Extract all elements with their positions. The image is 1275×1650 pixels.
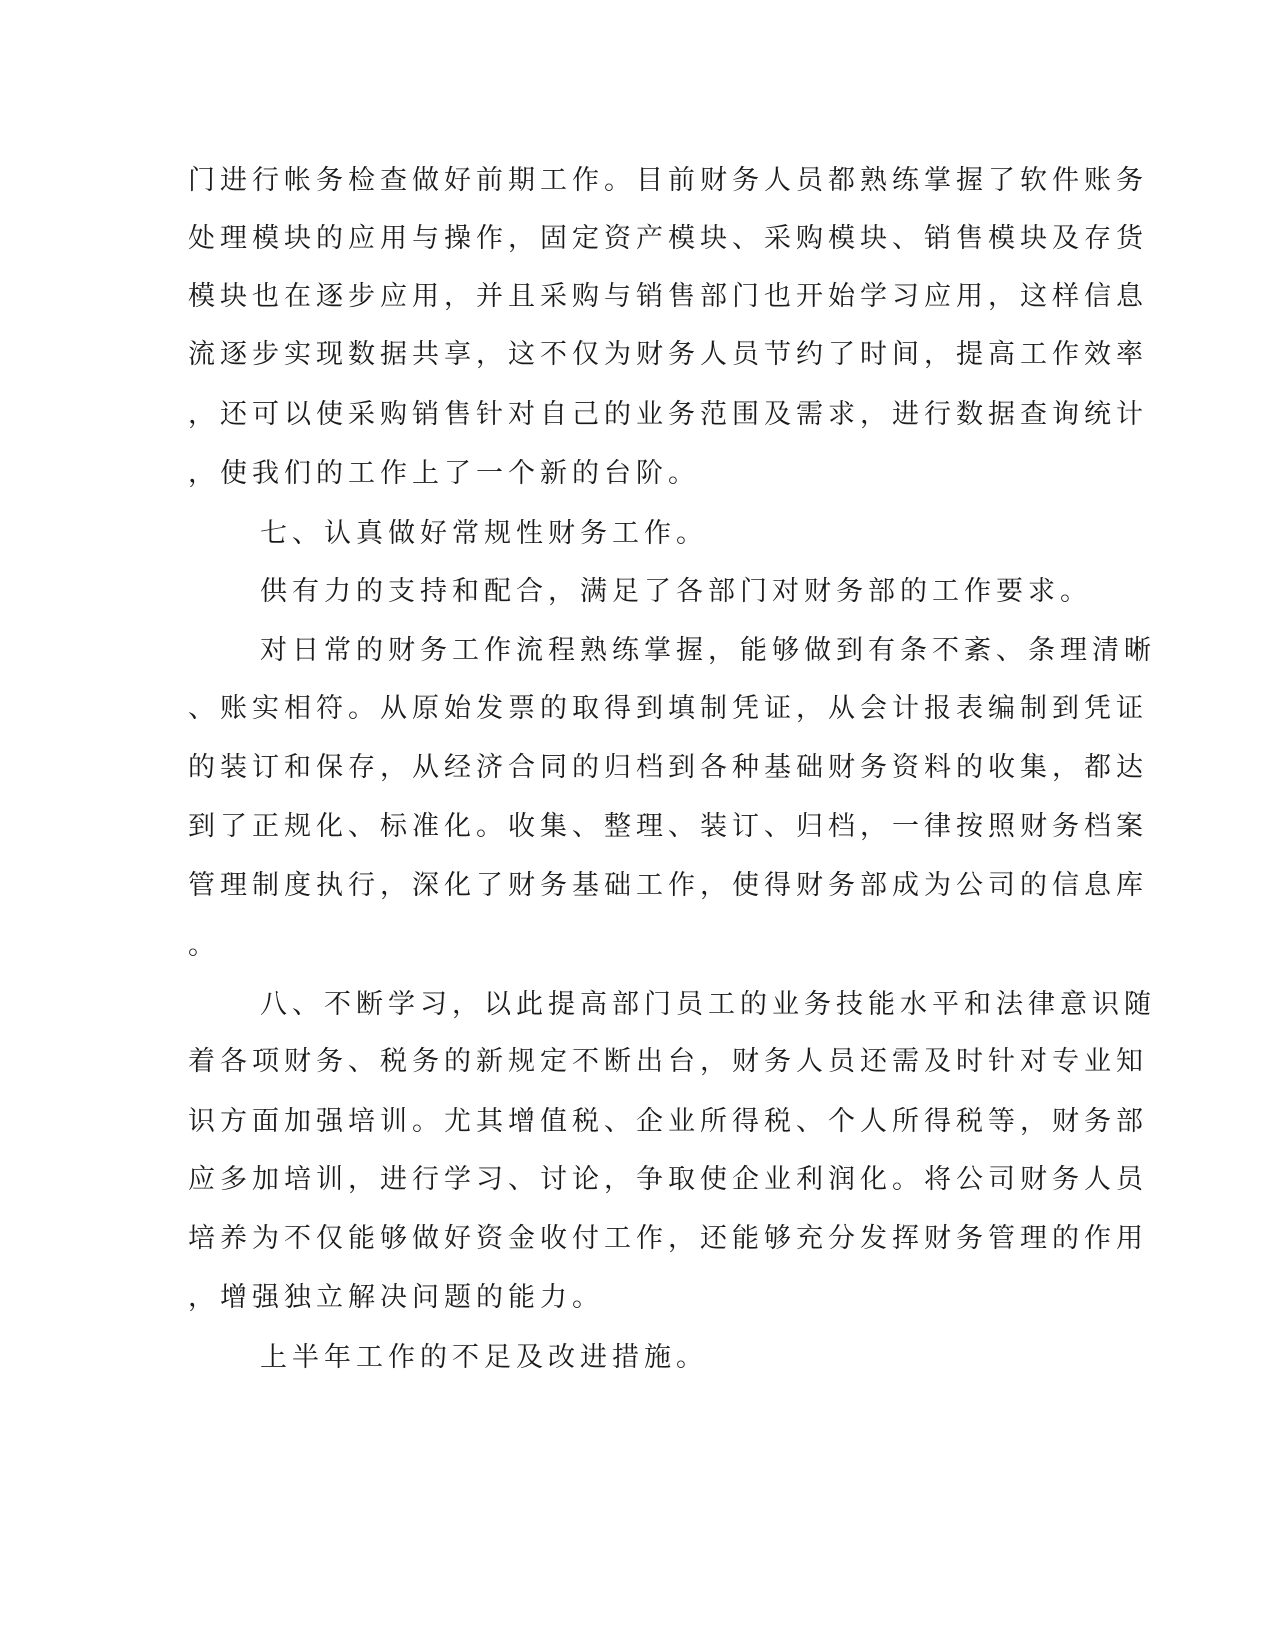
paragraph-line: 管理制度执行，深化了财务基础工作，使得财务部成为公司的信息库 [188, 870, 1148, 901]
paragraph-line: ，使我们的工作上了一个新的台阶。 [188, 458, 700, 489]
paragraph-line: 对日常的财务工作流程熟练掌握，能够做到有条不紊、条理清晰 [260, 635, 1156, 666]
paragraph-line: ，还可以使采购销售针对自己的业务范围及需求，进行数据查询统计 [188, 399, 1148, 430]
paragraph-line: 流逐步实现数据共享，这不仅为财务人员节约了时间，提高工作效率 [188, 339, 1148, 370]
paragraph-line: 供有力的支持和配合，满足了各部门对财务部的工作要求。 [260, 576, 1092, 607]
paragraph-line: 应多加培训，进行学习、讨论，争取使企业利润化。将公司财务人员 [188, 1164, 1148, 1195]
paragraph-line: 的装订和保存，从经济合同的归档到各种基础财务资料的收集，都达 [188, 752, 1148, 783]
paragraph-line: 。 [188, 930, 220, 961]
paragraph-line: 着各项财务、税务的新规定不断出台，财务人员还需及时针对专业知 [188, 1046, 1148, 1077]
section-heading: 八、不断学习，以此提高部门员工的业务技能水平和法律意识随 [260, 989, 1156, 1020]
section-heading: 上半年工作的不足及改进措施。 [260, 1342, 708, 1373]
paragraph-line: 培养为不仅能够做好资金收付工作，还能够充分发挥财务管理的作用 [188, 1223, 1148, 1254]
section-heading: 七、认真做好常规性财务工作。 [260, 518, 708, 549]
paragraph-line: 门进行帐务检查做好前期工作。目前财务人员都熟练掌握了软件账务 [188, 165, 1148, 196]
paragraph-line: 处理模块的应用与操作，固定资产模块、采购模块、销售模块及存货 [188, 223, 1148, 254]
paragraph-line: ，增强独立解决问题的能力。 [188, 1282, 604, 1313]
paragraph-line: 到了正规化、标准化。收集、整理、装订、归档，一律按照财务档案 [188, 811, 1148, 842]
paragraph-line: 模块也在逐步应用，并且采购与销售部门也开始学习应用，这样信息 [188, 281, 1148, 312]
paragraph-line: 、账实相符。从原始发票的取得到填制凭证，从会计报表编制到凭证 [188, 693, 1148, 724]
paragraph-line: 识方面加强培训。尤其增值税、企业所得税、个人所得税等，财务部 [188, 1106, 1148, 1137]
